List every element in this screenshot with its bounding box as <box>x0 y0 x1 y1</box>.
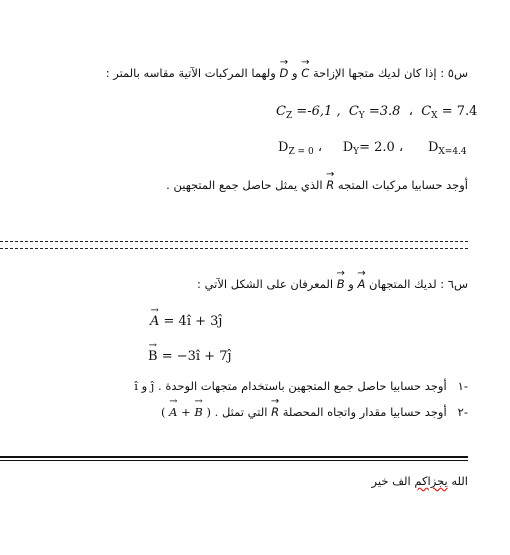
q5-intro-tail: ولهما المركبات الآتية مقاسه بالمتر : <box>105 66 276 80</box>
cy-symbol: C <box>348 104 359 119</box>
vector-d: → D <box>280 66 289 80</box>
closing-line <box>372 474 468 488</box>
q5-c-components <box>276 104 477 121</box>
cy-sub: Y <box>358 111 365 121</box>
cx-value: = 7.4 <box>437 104 478 119</box>
vector-a: → A <box>357 277 365 291</box>
dz-sub: Z = 0 <box>288 147 314 157</box>
cy-value: =3.8 <box>364 104 401 119</box>
dz-symbol: D <box>278 140 289 155</box>
dy-value: = 2.0 <box>359 140 395 155</box>
q6-item-2 <box>161 405 468 419</box>
separator: ، <box>398 140 404 155</box>
plus-sign: + <box>181 405 191 419</box>
item-1-units: î و ĵ . <box>134 379 162 393</box>
item-2-number: -٢ <box>457 405 468 419</box>
dy-sub: Y <box>353 147 360 157</box>
equation-a <box>150 314 222 329</box>
q5-intro <box>106 66 468 80</box>
divider-bottom <box>0 460 468 461</box>
q5-conj: و <box>292 66 298 80</box>
eq-a-rhs: = 4î + 3ĵ <box>163 314 223 329</box>
eq-b-rhs: = −3î + 7ĵ <box>161 349 232 364</box>
separator: ، <box>408 104 413 119</box>
sum-expression <box>161 405 218 419</box>
q6-intro <box>197 277 468 291</box>
vector-a: → A <box>169 405 177 419</box>
q6-conj: و <box>348 277 354 291</box>
eq-a-vector: → A <box>150 314 159 329</box>
vector-b: → B <box>337 277 345 291</box>
eq-b-vector: → B <box>148 349 158 364</box>
q6-intro-head: س٦ : لديك المتجهان <box>369 277 468 291</box>
cz-symbol: C <box>276 104 286 119</box>
q5-task-tail: الذي يمثل حاصل جمع المتجهين . <box>166 178 323 192</box>
cz-sub: Z <box>285 111 293 121</box>
paren-open: ( <box>160 405 166 419</box>
dy-symbol: D <box>342 140 354 155</box>
q6-intro-tail: المعرفان على الشكل الآتي : <box>197 277 334 291</box>
q5-task-head: أوجد حسابيا مركبات المتجه <box>337 178 468 192</box>
paren-close: ) . <box>206 405 219 419</box>
dx-symbol: D <box>427 140 439 155</box>
closing-word-2: يجزاكم <box>414 474 448 488</box>
q5-task <box>166 178 468 192</box>
vector-b: → B <box>194 405 202 419</box>
separator: ، <box>317 140 323 155</box>
vector-c: → C <box>301 66 309 80</box>
q5-intro-head: س٥ : إذا كان لديك متجها الإزاحة <box>312 66 468 80</box>
q5-d-components <box>278 140 467 157</box>
cx-sub: X <box>431 111 438 121</box>
double-dashed-separator <box>0 241 468 249</box>
cx-symbol: C <box>421 104 432 119</box>
closing-word-3: الف خير <box>371 474 411 488</box>
item-1-text: أوجد حسابيا حاصل جمع المتجهين باستخدام متجهات الوحدة <box>165 379 447 393</box>
closing-word-1: الله <box>451 474 468 488</box>
divider-top <box>0 456 468 458</box>
vector-r: → R <box>271 405 279 419</box>
item-2-text: أوجد حسابيا مقدار واتجاه المحصلة <box>282 405 447 419</box>
equation-b <box>148 349 232 364</box>
vector-r: → R <box>326 178 334 192</box>
item-1-number: -١ <box>457 379 468 393</box>
item-2-mid: التي تمثل <box>221 405 268 419</box>
cz-value: =-6,1 , <box>292 104 341 119</box>
q6-item-1 <box>134 379 468 393</box>
dx-sub: X=4.4 <box>438 147 467 157</box>
